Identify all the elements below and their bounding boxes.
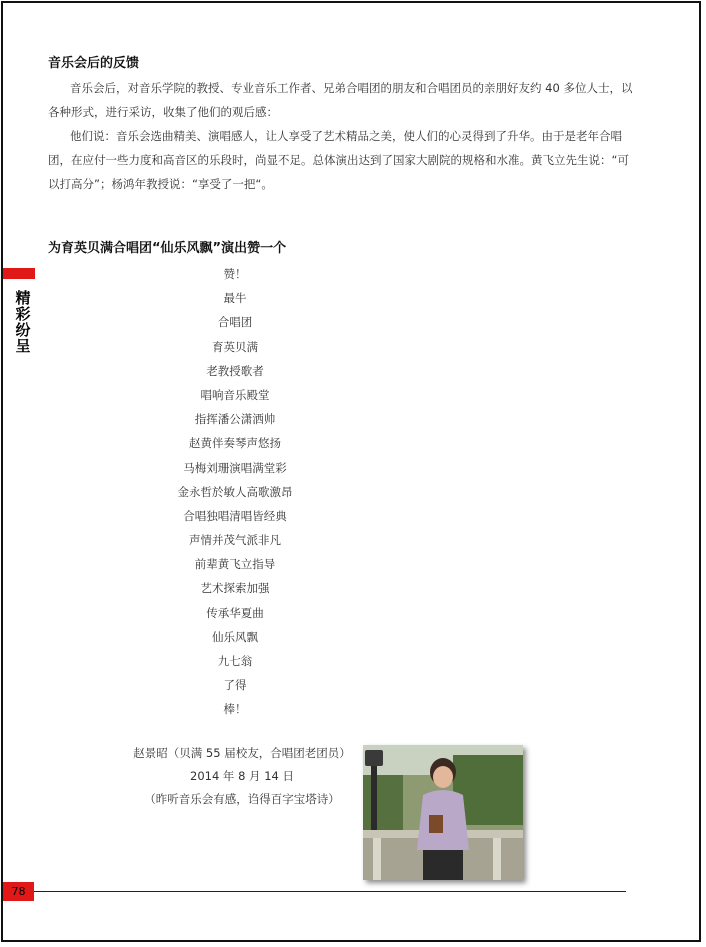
paragraph-intro-text: 音乐会后，对音乐学院的教授、专业音乐工作者、兄弟合唱团的朋友和合唱团员的亲朋好友约 40 多位人士，以各种形式，进行采访，收集了他们的观后感： — [48, 81, 633, 119]
poem-line: 金永哲於敏人高歌激昂 — [177, 484, 293, 499]
poem-line: 马梅刘珊演唱满堂彩 — [183, 460, 287, 475]
poem-line: 了得 — [223, 678, 247, 693]
poem-line: 声情并茂气派非凡 — [189, 533, 281, 548]
signature-author: 赵景昭（贝满 55 届校友，合唱团老团员） — [133, 746, 351, 760]
side-tab-marker — [3, 268, 35, 279]
poem-signature — [112, 742, 372, 811]
section-title-poem: 为育英贝满合唱团“仙乐风飘”演出赞一个 — [48, 241, 287, 256]
poem-line: 指挥潘公潇洒帅 — [194, 412, 276, 427]
sidebar-calligraphy-label: 精彩纷呈 — [15, 289, 31, 355]
signature-note: （昨听音乐会有感，诌得百字宝塔诗） — [144, 792, 340, 806]
poem-line: 唱响音乐殿堂 — [200, 387, 270, 402]
poem-line: 九七翁 — [217, 654, 253, 668]
poem-line: 仙乐风飘 — [212, 629, 258, 644]
poem-line: 赞！ — [223, 267, 247, 281]
paragraph-comments-text: 他们说：音乐会选曲精美、演唱感人，让人享受了艺术精品之美，使人们的心灵得到了升华。由于是老年合唱团，在应付一些力度和高音区的乐段时，尚显不足。总体演出达到了国家大剧院的规格和水准。黄飞立先生说：“可以打高分”；杨鸿年教授说：“享受了一把“。 — [48, 129, 629, 191]
paragraph-intro — [48, 76, 640, 124]
poem-line: 合唱独唱清唱皆经典 — [183, 508, 287, 523]
signature-date: 2014 年 8 月 14 日 — [190, 769, 294, 783]
poem-line: 最牛 — [223, 291, 247, 306]
poem-line: 育英贝满 — [212, 339, 258, 354]
author-photo-illustration — [363, 745, 523, 880]
poem-line: 传承华夏曲 — [206, 605, 264, 620]
poem-line: 前辈黄飞立指导 — [194, 557, 276, 572]
footer-rule — [34, 891, 626, 892]
poem-line: 棒！ — [223, 702, 247, 717]
poem-line: 赵黄伴奏琴声悠扬 — [189, 436, 281, 451]
page-number: 78 — [3, 882, 34, 901]
paragraph-comments — [48, 124, 640, 196]
poem-line: 老教授歌者 — [206, 363, 264, 378]
poem-line: 艺术探索加强 — [200, 581, 270, 596]
author-photo — [363, 745, 523, 880]
section-title-feedback: 音乐会后的反馈 — [48, 56, 140, 71]
pagoda-poem — [120, 262, 350, 722]
poem-line: 合唱团 — [217, 315, 253, 330]
